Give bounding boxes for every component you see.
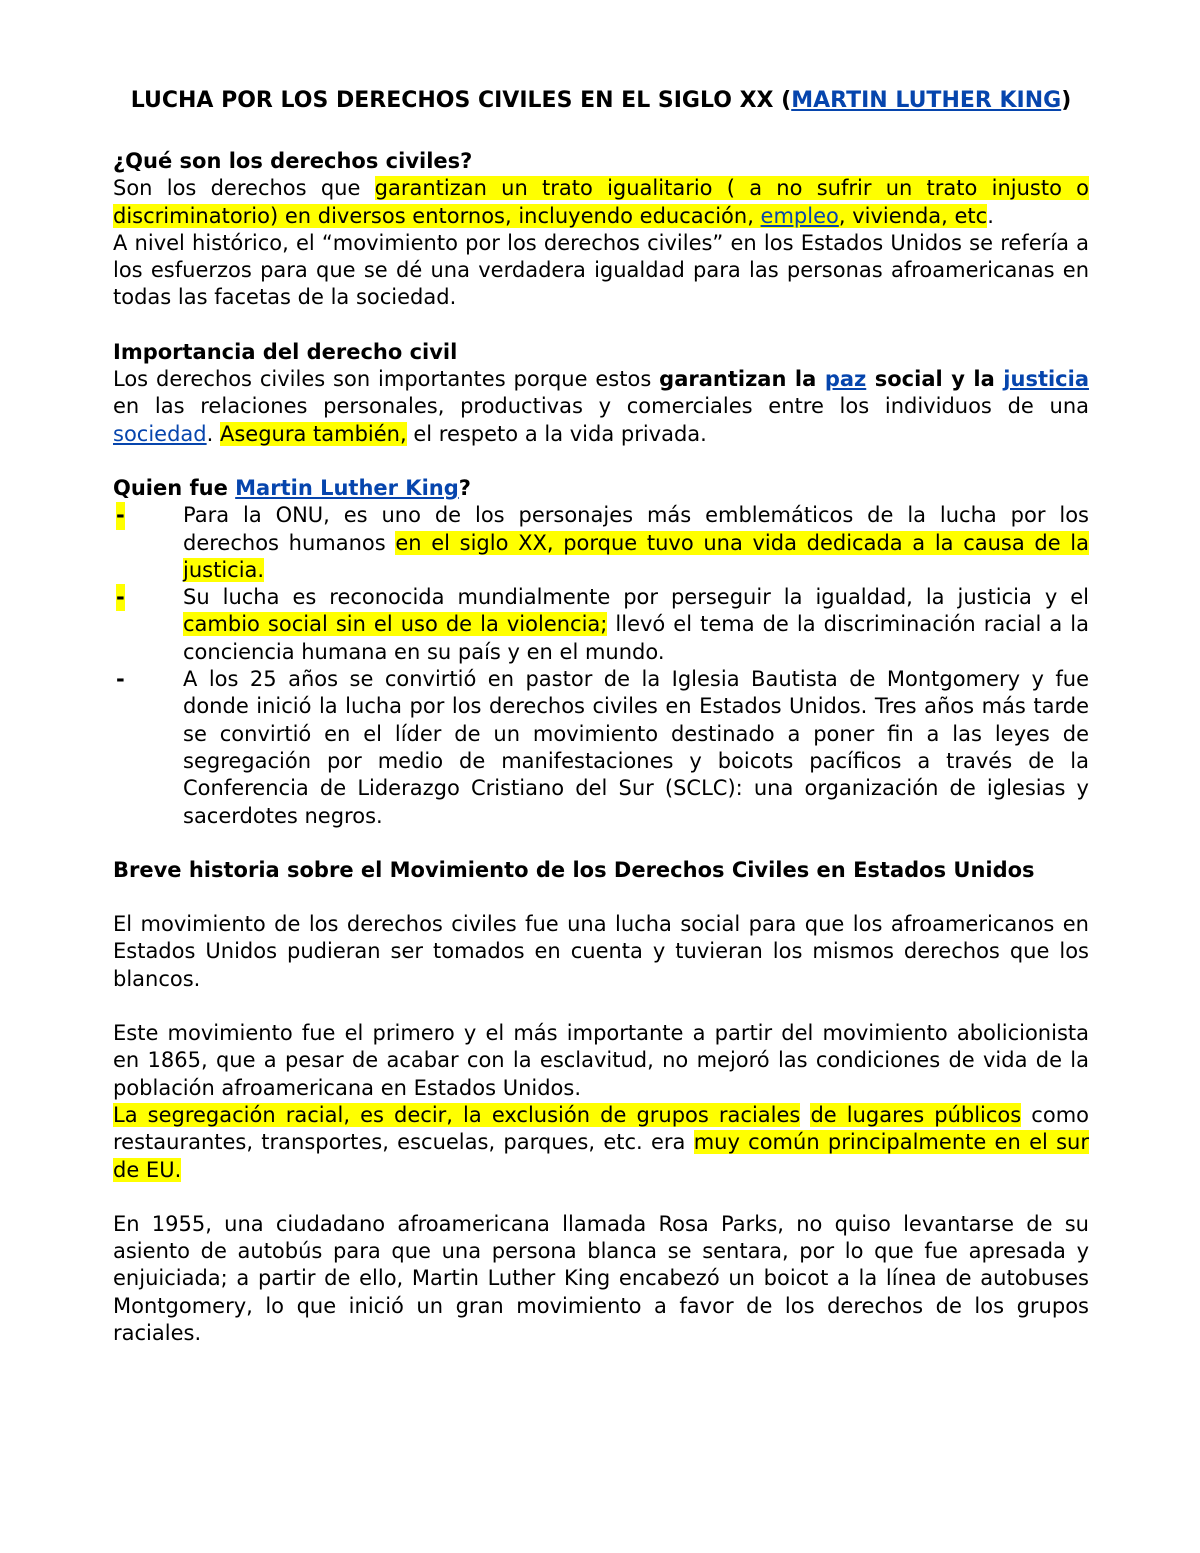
heading-importancia: Importancia del derecho civil [113, 339, 458, 364]
spacer [113, 312, 1089, 339]
paragraph-historical: A nivel histórico, el “movimiento por los derechos civiles” en los Estados Unidos se refería a los esfuerzos para que se dé una verdadera igualdad para las personas afroamericanas en todas las facetas de la sociedad. [113, 230, 1089, 310]
paragraph-abolicionista: Este movimiento fue el primero y el más importante a partir del movimiento abolicionista en 1865, que a pesar de acabar con la esclavitud, no mejoró las condiciones de vida de la población afroamericana en Estados Unidos. [113, 1021, 1089, 1100]
highlight-text: de lugares públicos [810, 1102, 1022, 1127]
spacer [113, 1184, 1089, 1211]
link-justicia[interactable]: justicia [1003, 367, 1089, 392]
bullet-item-pastor: - A los 25 años se convirtió en pastor de la Iglesia Bautista de Montgomery y fue donde inició la lucha por los derechos civiles en Estados Unidos. Tres años más tarde se convirtió en el líder de un movimiento destinado a poner fin a las leyes de segregación por medio de manifestaciones y boicots pacíficos a través de la Conferencia de Liderazgo Cristiano del Sur (SCLC): una organización de iglesias y sacerdotes negros. [116, 667, 1089, 828]
highlight-text: cambio social sin el uso de la violencia; [183, 612, 608, 637]
paragraph-segregacion: La segregación racial, es decir, la exclusión de grupos raciales de lugares públicos como restaurantes, transportes, escuelas, parques, etc. era muy común principalmente en el sur de EU. [113, 1102, 1089, 1182]
highlight-text: garantizan un trato igualitario ( a no sufrir un trato injusto o discriminatorio) en diversos entornos, incluyendo educación, empleo, vivienda, etc [113, 176, 1090, 228]
title-link-martin-luther-king[interactable]: MARTIN LUTHER KING [791, 88, 1062, 113]
heading-breve-historia: Breve historia sobre el Movimiento de los Derechos Civiles en Estados Unidos [113, 857, 1035, 882]
paragraph-rosa-parks: En 1955, una ciudadano afroamericana llamada Rosa Parks, no quiso levantarse de su asiento de autobús para que una persona blanca se sentara, por lo que fue apresada y enjuiciada; a partir de ello, Martin Luther King encabezó un boicot a la línea de autobuses Montgomery, lo que inició un gran movimiento a favor de los derechos de los grupos raciales. [113, 1211, 1089, 1345]
spacer [113, 448, 1089, 475]
link-martin-luther-king[interactable]: Martin Luther King [235, 475, 459, 500]
highlight-text: muy común principalmente en el sur de EU. [113, 1130, 1089, 1182]
spacer [113, 884, 1089, 911]
heading-que-son-derechos-civiles: ¿Qué son los derechos civiles? [113, 149, 473, 173]
bullet-dash: - [116, 502, 125, 529]
paragraph-definition: Son los derechos que garantizan un trato igualitario ( a no sufrir un trato injusto o discriminatorio) en diversos entornos, incluyendo educación, empleo, vivienda, etc. [113, 176, 1090, 228]
bullet-item-onu: - Para la ONU, es uno de los personajes más emblemáticos de la lucha por los derechos humanos en el siglo XX, porque tuvo una vida dedicada a la causa de la justicia. [116, 503, 1089, 582]
heading-quien-fue: Quien fue Martin Luther King? [113, 475, 471, 500]
paragraph-movimiento: El movimiento de los derechos civiles fue una lucha social para que los afroamericanos en Estados Unidos pudieran ser tomados en cuenta y tuvieran los mismos derechos que los blancos. [113, 912, 1089, 991]
spacer [113, 993, 1089, 1020]
paragraph-importancia: Los derechos civiles son importantes porque estos garantizan la paz social y la justicia en las relaciones personales, productivas y comerciales entre los individuos de una sociedad. Asegura también, el respeto a la vida privada. [113, 367, 1089, 446]
highlight-text: Asegura también, [219, 421, 407, 446]
highlight-text: La segregación racial, es decir, la exclusión de grupos raciales [113, 1102, 801, 1127]
document-page [113, 86, 1089, 1347]
link-sociedad[interactable]: sociedad [113, 421, 207, 446]
bullet-item-lucha: - Su lucha es reconocida mundialmente por perseguir la igualdad, la justicia y el cambio social sin el uso de la violencia; llevó el tema de la discriminación racial a la conciencia humana en su país y en el mundo. [116, 585, 1089, 664]
bullet-dash: - [116, 667, 125, 692]
spacer [113, 830, 1089, 857]
document-title: LUCHA POR LOS DERECHOS CIVILES EN EL SIGLO XX (MARTIN LUTHER KING) [130, 88, 1072, 113]
bullet-dash: - [116, 584, 125, 611]
link-empleo[interactable]: empleo [760, 203, 839, 228]
highlight-text: en el siglo XX, porque tuvo una vida dedicada a la causa de la justicia. [183, 530, 1089, 582]
link-paz[interactable]: paz [824, 367, 867, 392]
